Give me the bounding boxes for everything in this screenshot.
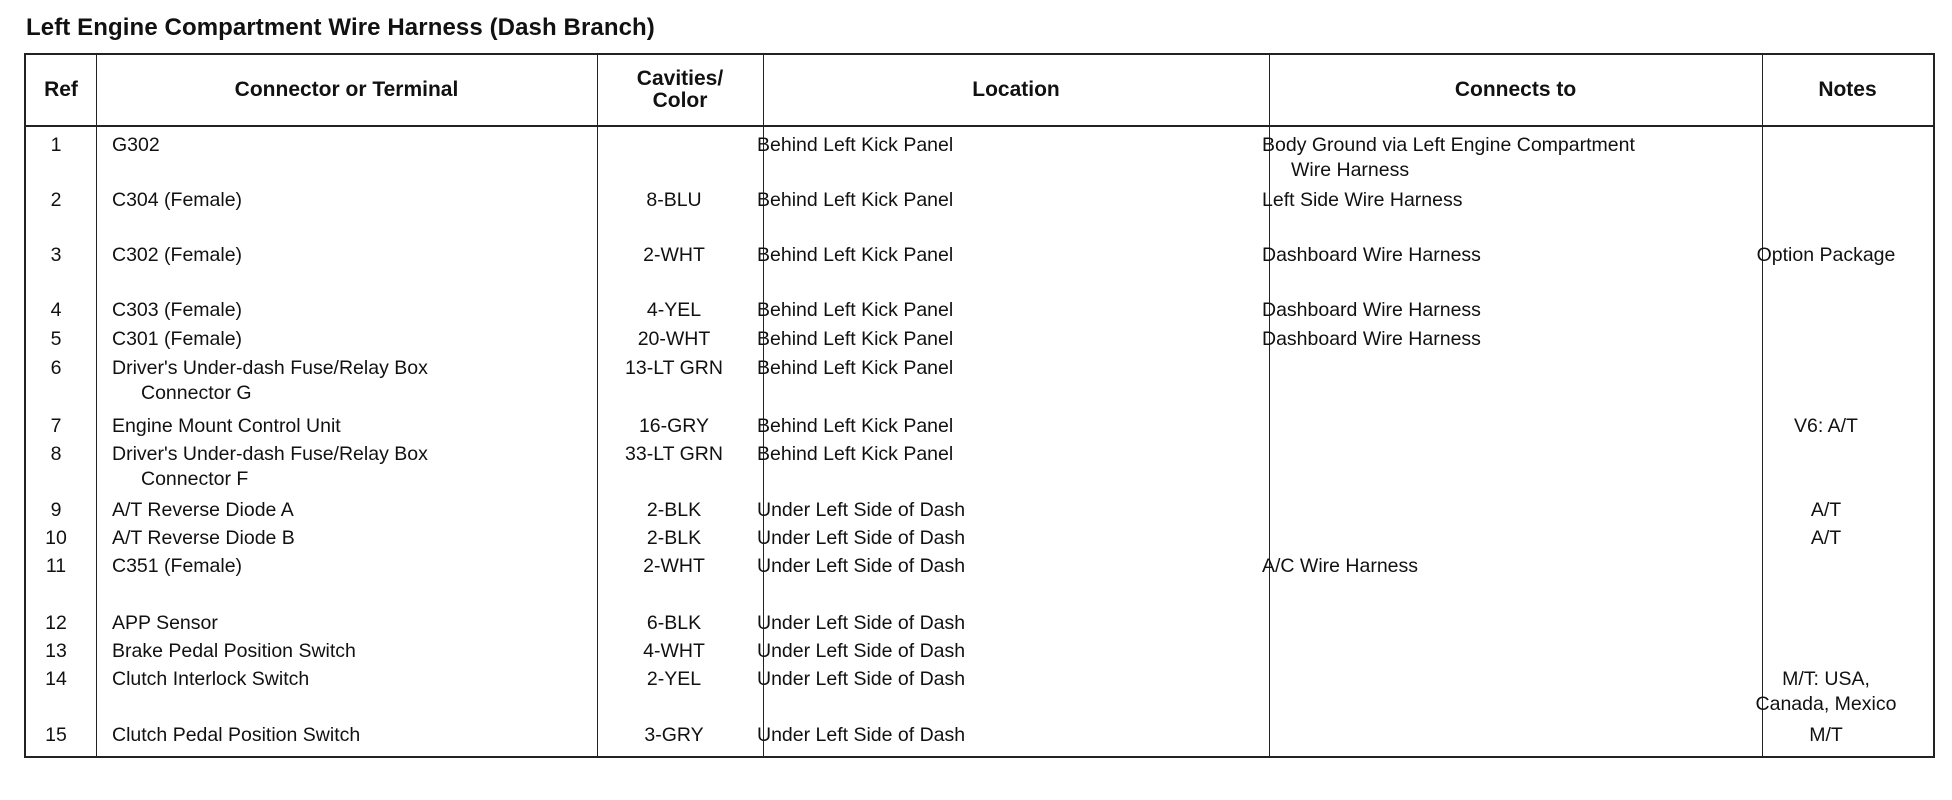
cell-ref: 2 [50, 189, 62, 211]
cell-cavities: 16-GRY [638, 415, 710, 437]
cell-connector: C303 (Female) [112, 299, 243, 321]
header-cavities [597, 55, 763, 125]
cell-connector: A/T Reverse Diode B [112, 527, 295, 549]
cell-ref: 1 [50, 134, 62, 156]
cell-ref: 11 [45, 555, 67, 577]
header-location: Location [972, 78, 1060, 101]
cell-connector: C301 (Female) [112, 328, 243, 350]
cell-location: Behind Left Kick Panel [757, 189, 954, 211]
cell-cavities: 8-BLU [646, 189, 702, 211]
cell-cavities: 2-WHT [643, 555, 705, 577]
cell-cavities: 2-WHT [643, 244, 705, 266]
cell-connector: Brake Pedal Position Switch [112, 640, 356, 662]
cell-location: Behind Left Kick Panel [757, 299, 954, 321]
cell-cavities: 2-YEL [646, 668, 702, 690]
cell-connects-to: Dashboard Wire Harness [1262, 244, 1481, 266]
cell-location: Behind Left Kick Panel [757, 357, 954, 379]
cell-connector: Clutch Interlock Switch [112, 668, 310, 690]
header-cavities-line1: Cavities/ [636, 67, 724, 90]
cell-location: Behind Left Kick Panel [757, 415, 954, 437]
cell-location: Behind Left Kick Panel [757, 244, 954, 266]
cell-notes: M/T [1809, 724, 1843, 746]
cell-connector: C351 (Female) [112, 555, 243, 577]
cell-location: Under Left Side of Dash [757, 724, 966, 746]
cell-notes: M/T: USA, [1782, 668, 1870, 690]
cell-ref: 14 [45, 668, 67, 690]
cell-cavities: 20-WHT [637, 328, 711, 350]
cell-ref: 8 [50, 443, 62, 465]
cell-location: Under Left Side of Dash [757, 499, 966, 521]
cell-notes-cont: Canada, Mexico [1755, 693, 1897, 715]
cell-ref: 5 [50, 328, 62, 350]
cell-notes: Option Package [1756, 244, 1896, 266]
cell-ref: 10 [45, 527, 67, 549]
cell-connector: Engine Mount Control Unit [112, 415, 341, 437]
column-divider [96, 55, 97, 756]
cell-connector: C302 (Female) [112, 244, 243, 266]
cell-ref: 15 [45, 724, 67, 746]
cell-connector: A/T Reverse Diode A [112, 499, 294, 521]
cell-connects-to: Dashboard Wire Harness [1262, 328, 1481, 350]
cell-connector: Driver's Under-dash Fuse/Relay Box [112, 357, 428, 379]
cell-cavities: 6-BLK [646, 612, 702, 634]
cell-location: Under Left Side of Dash [757, 668, 966, 690]
cell-cavities: 2-BLK [646, 499, 702, 521]
cell-cavities: 2-BLK [646, 527, 702, 549]
cell-location: Under Left Side of Dash [757, 612, 966, 634]
cell-location: Under Left Side of Dash [757, 527, 966, 549]
cell-connects-to: Body Ground via Left Engine Compartment [1262, 134, 1635, 156]
cell-notes: A/T [1810, 499, 1842, 521]
cell-cavities: 4-YEL [646, 299, 702, 321]
cell-ref: 7 [50, 415, 62, 437]
cell-ref: 6 [50, 357, 62, 379]
cell-notes: A/T [1810, 527, 1842, 549]
cell-connects-to-cont: Wire Harness [1291, 159, 1410, 181]
header-cavities-line2: Color [652, 89, 708, 112]
header-connects-to: Connects to [1454, 78, 1577, 101]
cell-connector-cont: Connector F [141, 468, 249, 490]
cell-connects-to: Left Side Wire Harness [1262, 189, 1463, 211]
column-divider [1762, 55, 1763, 756]
cell-ref: 3 [50, 244, 62, 266]
cell-ref: 4 [50, 299, 62, 321]
cell-cavities: 4-WHT [643, 640, 705, 662]
table-header-row [26, 55, 1933, 127]
cell-location: Behind Left Kick Panel [757, 134, 954, 156]
cell-location: Behind Left Kick Panel [757, 443, 954, 465]
header-notes: Notes [1818, 78, 1877, 101]
harness-table [24, 53, 1935, 758]
cell-connector: Driver's Under-dash Fuse/Relay Box [112, 443, 428, 465]
cell-ref: 13 [45, 640, 67, 662]
page-title: Left Engine Compartment Wire Harness (Dash Branch) [26, 14, 655, 41]
cell-connects-to: Dashboard Wire Harness [1262, 299, 1481, 321]
cell-connector: C304 (Female) [112, 189, 243, 211]
cell-connector-cont: Connector G [141, 382, 252, 404]
cell-notes: V6: A/T [1794, 415, 1858, 437]
cell-connector: G302 [112, 134, 160, 156]
cell-connector: APP Sensor [112, 612, 218, 634]
header-connector: Connector or Terminal [234, 78, 459, 101]
cell-connector: Clutch Pedal Position Switch [112, 724, 361, 746]
cell-location: Under Left Side of Dash [757, 640, 966, 662]
cell-location: Under Left Side of Dash [757, 555, 966, 577]
cell-cavities: 3-GRY [644, 724, 704, 746]
cell-cavities: 33-LT GRN [625, 443, 723, 465]
cell-location: Behind Left Kick Panel [757, 328, 954, 350]
cell-ref: 9 [50, 499, 62, 521]
cell-cavities: 13-LT GRN [625, 357, 723, 379]
cell-ref: 12 [45, 612, 67, 634]
header-ref: Ref [44, 78, 78, 101]
cell-connects-to: A/C Wire Harness [1262, 555, 1419, 577]
